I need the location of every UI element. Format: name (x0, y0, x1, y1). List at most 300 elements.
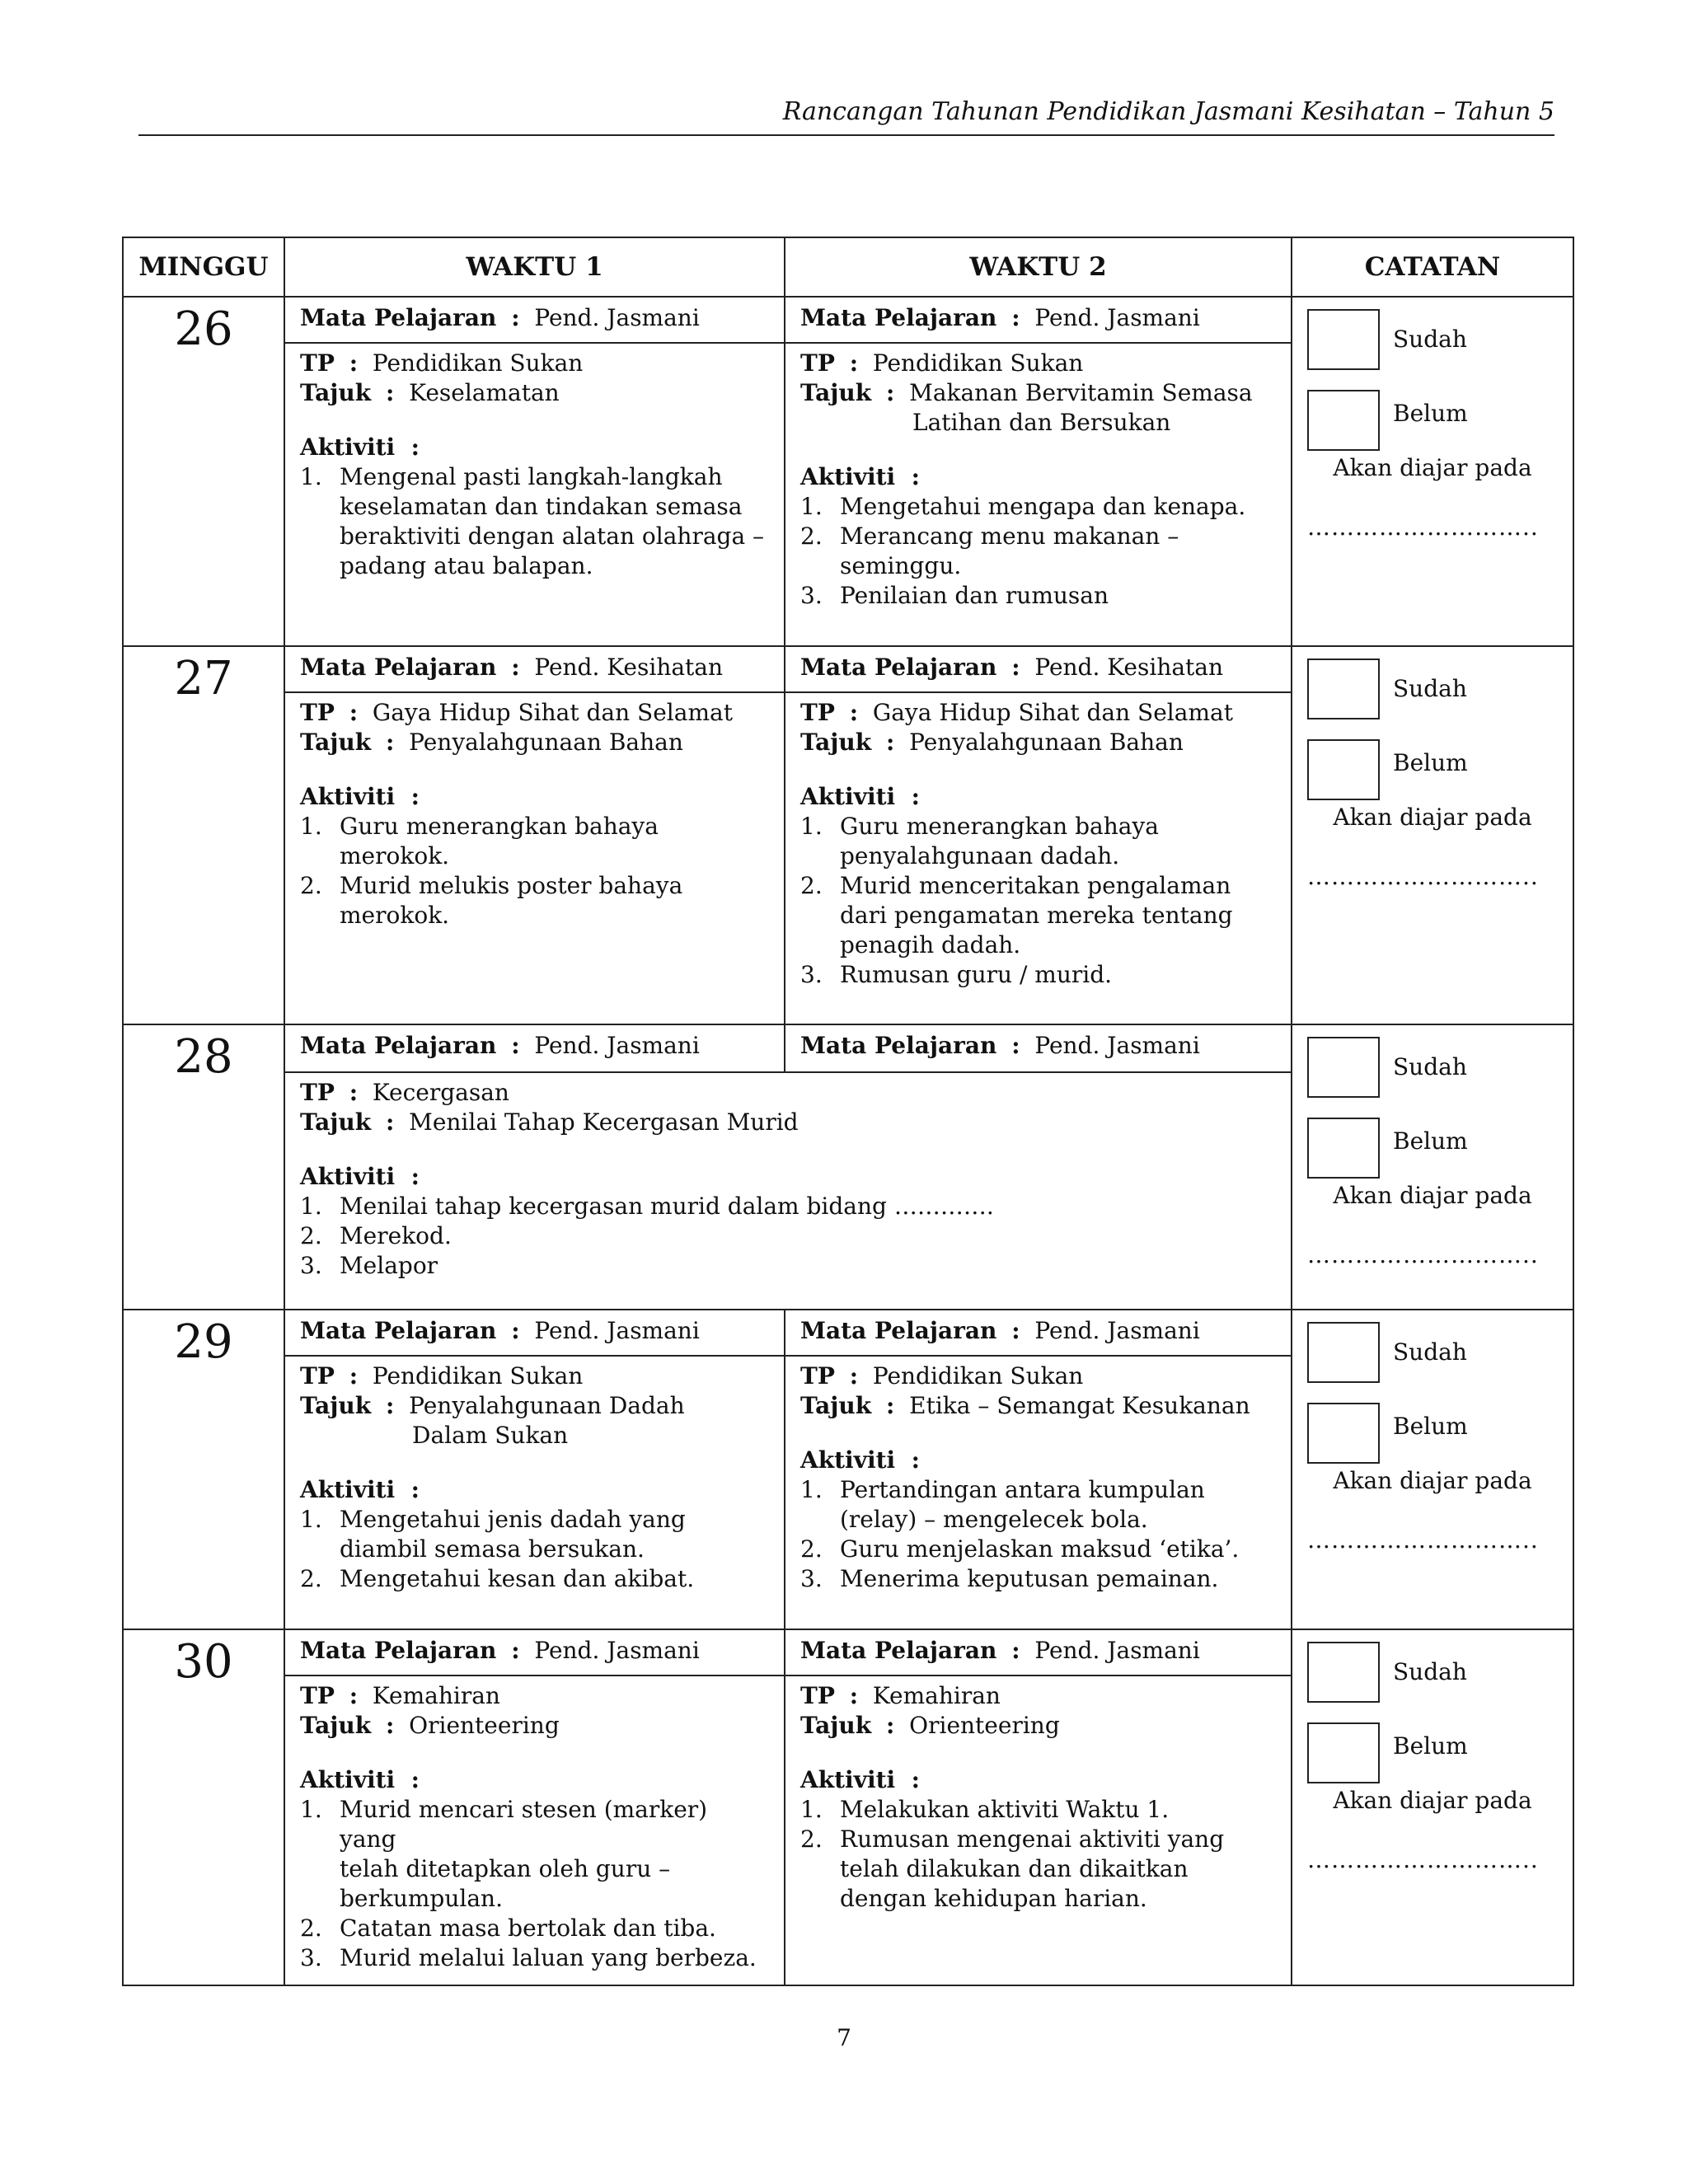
activity-line: Mengetahui mengapa dan kenapa. (840, 493, 1246, 520)
aktiviti-label: Aktiviti (300, 783, 396, 810)
activity-line: Murid menceritakan pengalaman (840, 872, 1231, 899)
akan-diajar-label: Akan diajar pada (1333, 1467, 1532, 1494)
tajuk-label: Tajuk (300, 1108, 372, 1136)
activity-line: telah ditetapkan oleh guru – (340, 1855, 671, 1882)
tajuk-value: Orienteering (409, 1712, 560, 1739)
table-body (123, 297, 1573, 1985)
belum-checkbox[interactable] (1307, 1403, 1380, 1464)
aktiviti-label: Aktiviti (800, 463, 896, 490)
aktiviti-label: Aktiviti (800, 1766, 896, 1793)
tajuk-line (300, 1711, 769, 1741)
week-row (123, 646, 1573, 1024)
tp-label: TP (300, 349, 335, 377)
lesson-content (785, 693, 1291, 1001)
activity-line: Murid melalui laluan yang berbeza. (340, 1944, 757, 1971)
waktu1-cell (284, 646, 785, 1024)
colon: : (349, 349, 359, 377)
belum-label: Belum (1393, 1127, 1468, 1155)
activity-list (800, 1475, 1276, 1594)
activity-item (300, 1192, 1276, 1221)
akan-diajar-label: Akan diajar pada (1333, 1787, 1532, 1814)
week-number-cell (123, 1629, 284, 1985)
activity-line: Rumusan mengenai aktiviti yang (840, 1825, 1225, 1853)
waktu2-cell (785, 646, 1292, 1024)
tajuk-value: Etika – Semangat Kesukanan (909, 1392, 1250, 1419)
activity-line: telah dilakukan dan dikaitkan (840, 1855, 1189, 1882)
colon: : (410, 1766, 420, 1793)
activity-line: Guru menerangkan bahaya (340, 813, 659, 840)
subject-line (285, 1630, 784, 1676)
aktiviti-label: Aktiviti (300, 1766, 396, 1793)
activity-number: 3. (800, 582, 823, 609)
colon: : (349, 699, 359, 726)
subject-line (285, 1310, 784, 1357)
tajuk-line (800, 728, 1276, 757)
activity-list (300, 462, 769, 581)
activity-line: Merancang menu makanan – (840, 523, 1179, 550)
subject-label: Mata Pelajaran (800, 1032, 997, 1059)
waktu1-cell (284, 297, 785, 646)
aktiviti-heading (300, 1475, 769, 1505)
subject-label: Mata Pelajaran (800, 654, 997, 681)
subject-value: Pend. Kesihatan (534, 654, 724, 681)
colon: : (386, 379, 395, 406)
activity-line: Mengetahui jenis dadah yang (340, 1506, 686, 1533)
tp-value: Pendidikan Sukan (372, 1362, 584, 1390)
subject-label: Mata Pelajaran (300, 1317, 497, 1344)
colon: : (849, 1362, 859, 1390)
belum-label: Belum (1393, 1732, 1468, 1760)
colon: : (886, 1392, 895, 1419)
sudah-checkbox[interactable] (1307, 1642, 1380, 1703)
page-header: Rancangan Tahunan Pendidikan Jasmani Kesihatan – Tahun 5 (138, 97, 1554, 136)
aktiviti-heading (800, 462, 1276, 492)
tajuk-line (800, 1391, 1276, 1421)
activity-list (800, 812, 1276, 990)
activity-line: Guru menerangkan bahaya (840, 813, 1159, 840)
activity-number: 2. (800, 1825, 823, 1853)
week-number: 26 (174, 302, 233, 356)
tajuk-label: Tajuk (800, 729, 872, 756)
activity-item (300, 462, 769, 581)
col-header-waktu2: WAKTU 2 (785, 237, 1292, 297)
week-number-cell (123, 1310, 284, 1629)
activity-line: Penilaian dan rumusan (840, 582, 1109, 609)
activity-line: Melapor (340, 1252, 438, 1279)
activity-number: 1. (800, 813, 823, 840)
activity-list (300, 1505, 769, 1594)
activity-item (800, 1795, 1276, 1825)
subject-line (285, 298, 784, 344)
belum-checkbox[interactable] (1307, 1722, 1380, 1783)
tajuk-continuation: Latihan dan Bersukan (912, 409, 1171, 436)
sudah-label: Sudah (1393, 1338, 1467, 1366)
week-number-cell (123, 1024, 284, 1310)
aktiviti-heading (300, 782, 769, 812)
tajuk-line (300, 728, 769, 757)
activity-line: Menerima keputusan pemainan. (840, 1565, 1219, 1592)
activity-item (800, 581, 1276, 611)
sudah-checkbox[interactable] (1307, 1037, 1380, 1098)
activity-line: keselamatan dan tindakan semasa (340, 493, 743, 520)
activity-number: 1. (800, 493, 823, 520)
tajuk-label: Tajuk (800, 379, 872, 406)
week-row (123, 1024, 1573, 1072)
aktiviti-label: Aktiviti (300, 1163, 396, 1190)
tajuk-label: Tajuk (300, 729, 372, 756)
activity-line: beraktiviti dengan alatan olahraga – (340, 523, 765, 550)
tajuk-value: Orienteering (909, 1712, 1060, 1739)
activity-line: dari pengamatan mereka tentang (840, 902, 1233, 929)
table-header-row (123, 237, 1573, 297)
tp-label: TP (300, 1682, 335, 1709)
activity-line: seminggu. (840, 552, 962, 579)
colon: : (849, 349, 859, 377)
activity-line: merokok. (340, 902, 450, 929)
catatan-cell (1292, 646, 1573, 1024)
activity-line: Catatan masa bertolak dan tiba. (340, 1915, 716, 1942)
subject-value: Pend. Jasmani (1034, 1317, 1200, 1344)
subject-label: Mata Pelajaran (800, 1317, 997, 1344)
subject-line (785, 1025, 1291, 1071)
date-dots: ……………………….. (1307, 1846, 1539, 1873)
week-number-cell (123, 646, 284, 1024)
aktiviti-label: Aktiviti (300, 434, 396, 461)
colon: : (386, 1712, 395, 1739)
colon: : (511, 1032, 520, 1059)
lesson-content (785, 1357, 1291, 1605)
lesson-content (285, 1357, 784, 1605)
catatan-cell (1292, 297, 1573, 646)
activity-line: dengan kehidupan harian. (840, 1885, 1147, 1912)
aktiviti-heading (300, 1765, 769, 1795)
lesson-content (285, 693, 784, 942)
belum-checkbox[interactable] (1307, 390, 1380, 451)
activity-number: 2. (800, 872, 823, 899)
sudah-label: Sudah (1393, 1053, 1467, 1080)
activity-number: 2. (300, 1222, 322, 1249)
colon: : (349, 1079, 359, 1106)
tp-line (800, 1681, 1276, 1711)
colon: : (911, 1446, 921, 1474)
week-row (123, 1310, 1573, 1629)
date-dots: ……………………….. (1307, 863, 1539, 890)
colon: : (911, 783, 921, 810)
activity-number: 3. (300, 1252, 322, 1279)
tp-line (300, 698, 769, 728)
activity-item (800, 1475, 1276, 1535)
subject-line (285, 647, 784, 693)
date-dots: ……………………….. (1307, 1526, 1539, 1554)
sudah-label: Sudah (1393, 326, 1467, 353)
catatan-cell (1292, 1310, 1573, 1629)
colon: : (886, 729, 895, 756)
col-header-catatan: CATATAN (1292, 237, 1573, 297)
date-dots: ……………………….. (1307, 513, 1539, 541)
tp-line (800, 698, 1276, 728)
aktiviti-label: Aktiviti (800, 783, 896, 810)
aktiviti-heading (800, 1446, 1276, 1475)
waktu2-cell (785, 1629, 1292, 1985)
waktu2-subject-cell (785, 1024, 1292, 1072)
tp-label: TP (800, 1682, 835, 1709)
subject-line (785, 298, 1291, 344)
sudah-checkbox[interactable] (1307, 658, 1380, 719)
tp-value: Kecergasan (372, 1079, 509, 1106)
tp-value: Gaya Hidup Sihat dan Selamat (872, 699, 1233, 726)
activity-item (800, 812, 1276, 871)
activity-line: merokok. (340, 842, 450, 869)
belum-checkbox[interactable] (1307, 739, 1380, 800)
subject-value: Pend. Jasmani (534, 1317, 700, 1344)
activity-item (300, 812, 769, 871)
activity-number: 1. (300, 1506, 322, 1533)
activity-item (300, 1914, 769, 1943)
tp-line (300, 1078, 1276, 1108)
subject-line (785, 1310, 1291, 1357)
lesson-content (285, 1676, 784, 1985)
waktu1-subject-cell (284, 1024, 785, 1072)
aktiviti-heading (300, 1162, 1276, 1192)
activity-item (800, 1564, 1276, 1594)
akan-diajar-label: Akan diajar pada (1333, 454, 1532, 481)
aktiviti-heading (800, 782, 1276, 812)
sudah-label: Sudah (1393, 1658, 1467, 1685)
subject-value: Pend. Kesihatan (1034, 654, 1224, 681)
subject-label: Mata Pelajaran (300, 1637, 497, 1664)
activity-line: Mengenal pasti langkah-langkah (340, 463, 723, 490)
tp-value: Kemahiran (872, 1682, 1001, 1709)
activity-list (800, 492, 1276, 611)
subject-value: Pend. Jasmani (1034, 304, 1200, 331)
activity-line: (relay) – mengelecek bola. (840, 1506, 1148, 1533)
tajuk-label: Tajuk (800, 1712, 872, 1739)
tajuk-label: Tajuk (800, 1392, 872, 1419)
col-header-minggu: MINGGU (123, 237, 284, 297)
activity-number: 1. (300, 1796, 322, 1823)
page-number: 7 (837, 2024, 851, 2051)
tajuk-label: Tajuk (300, 379, 372, 406)
activity-item (300, 871, 769, 930)
akan-diajar-label: Akan diajar pada (1333, 804, 1532, 831)
activity-line: Merekod. (340, 1222, 452, 1249)
activity-number: 3. (300, 1944, 322, 1971)
activity-item (300, 1251, 1276, 1281)
subject-value: Pend. Jasmani (1034, 1637, 1200, 1664)
tajuk-line (300, 1108, 1276, 1137)
tajuk-line (300, 1391, 769, 1421)
week-row (123, 297, 1573, 646)
activity-number: 1. (300, 1193, 322, 1220)
tajuk-value: Menilai Tahap Kecergasan Murid (409, 1108, 799, 1136)
activity-list (300, 1795, 769, 1973)
week-number: 27 (174, 652, 233, 705)
tp-value: Pendidikan Sukan (872, 1362, 1084, 1390)
tp-value: Pendidikan Sukan (872, 349, 1084, 377)
tp-line (800, 1361, 1276, 1391)
lesson-content (285, 1073, 1291, 1292)
colon: : (1011, 1317, 1020, 1344)
belum-label: Belum (1393, 749, 1468, 776)
colon: : (410, 1163, 420, 1190)
activity-item (800, 960, 1276, 990)
tajuk-value: Makanan Bervitamin Semasa (909, 379, 1253, 406)
aktiviti-label: Aktiviti (300, 1476, 396, 1503)
subject-line (285, 1025, 784, 1071)
colon: : (1011, 1032, 1020, 1059)
colon: : (410, 1476, 420, 1503)
lesson-content (785, 1676, 1291, 1925)
tp-label: TP (300, 1362, 335, 1390)
belum-label: Belum (1393, 1413, 1468, 1440)
activity-item (800, 1825, 1276, 1914)
tajuk-label: Tajuk (300, 1392, 372, 1419)
activity-line: penyalahgunaan dadah. (840, 842, 1120, 869)
subject-label: Mata Pelajaran (300, 654, 497, 681)
activity-item (300, 1943, 769, 1973)
subject-label: Mata Pelajaran (300, 304, 497, 331)
colon: : (1011, 1637, 1020, 1664)
activity-item (300, 1564, 769, 1594)
activity-number: 2. (800, 523, 823, 550)
colon: : (511, 304, 520, 331)
subject-label: Mata Pelajaran (800, 1637, 997, 1664)
colon: : (410, 434, 420, 461)
colon: : (511, 1317, 520, 1344)
subject-value: Pend. Jasmani (534, 1637, 700, 1664)
subject-line (785, 1630, 1291, 1676)
activity-line: Guru menjelaskan maksud ‘etika’. (840, 1535, 1240, 1563)
activity-number: 2. (800, 1535, 823, 1563)
tajuk-line (800, 378, 1276, 408)
colon: : (911, 463, 921, 490)
activity-number: 3. (800, 961, 823, 988)
waktu2-cell (785, 297, 1292, 646)
sudah-label: Sudah (1393, 675, 1467, 702)
tp-line (800, 349, 1276, 378)
activity-line: Rumusan guru / murid. (840, 961, 1113, 988)
tp-line (300, 349, 769, 378)
activity-number: 2. (300, 1565, 322, 1592)
activity-number: 1. (300, 463, 322, 490)
colon: : (511, 654, 520, 681)
activity-line: Murid melukis poster bahaya (340, 872, 683, 899)
colon: : (410, 783, 420, 810)
week-number-cell (123, 297, 284, 646)
activity-item (300, 1505, 769, 1564)
catatan-cell (1292, 1629, 1573, 1985)
colon: : (911, 1766, 921, 1793)
date-dots: ……………………….. (1307, 1241, 1539, 1268)
tp-value: Gaya Hidup Sihat dan Selamat (372, 699, 733, 726)
activity-item (300, 1795, 769, 1914)
lesson-content (285, 344, 784, 593)
akan-diajar-label: Akan diajar pada (1333, 1182, 1532, 1209)
activity-item (300, 1221, 1276, 1251)
tp-label: TP (800, 1362, 835, 1390)
catatan-cell (1292, 1024, 1573, 1310)
activity-item (800, 871, 1276, 960)
colon: : (849, 699, 859, 726)
activity-line: Murid mencari stesen (marker) yang (340, 1796, 708, 1853)
colon: : (386, 729, 395, 756)
colon: : (386, 1108, 395, 1136)
col-header-waktu1: WAKTU 1 (284, 237, 785, 297)
aktiviti-heading (800, 1765, 1276, 1795)
tajuk-line (800, 1711, 1276, 1741)
activity-line: diambil semasa bersukan. (340, 1535, 645, 1563)
activity-line: Mengetahui kesan dan akibat. (340, 1565, 695, 1592)
tajuk-label: Tajuk (300, 1712, 372, 1739)
tp-label: TP (300, 699, 335, 726)
tp-value: Kemahiran (372, 1682, 500, 1709)
merged-waktu-cell (284, 1072, 1292, 1310)
activity-item (800, 1535, 1276, 1564)
activity-item (800, 492, 1276, 522)
activity-list (300, 812, 769, 930)
activity-item (800, 522, 1276, 581)
activity-number: 2. (300, 872, 322, 899)
activity-line: berkumpulan. (340, 1885, 503, 1912)
waktu1-cell (284, 1310, 785, 1629)
activity-list (300, 1192, 1276, 1281)
colon: : (849, 1682, 859, 1709)
tajuk-value: Keselamatan (409, 379, 560, 406)
activity-line: Menilai tahap kecergasan murid dalam bidang …………. (340, 1193, 994, 1220)
tp-value: Pendidikan Sukan (372, 349, 584, 377)
colon: : (511, 1637, 520, 1664)
week-number: 28 (174, 1030, 233, 1084)
week-number: 29 (174, 1315, 233, 1369)
tp-line (300, 1361, 769, 1391)
activity-number: 2. (300, 1915, 322, 1942)
colon: : (886, 1712, 895, 1739)
colon: : (1011, 654, 1020, 681)
subject-label: Mata Pelajaran (300, 1032, 497, 1059)
belum-label: Belum (1393, 400, 1468, 427)
tp-line (300, 1681, 769, 1711)
subject-value: Pend. Jasmani (534, 304, 700, 331)
aktiviti-heading (300, 433, 769, 462)
week-row (123, 1629, 1573, 1985)
colon: : (349, 1362, 359, 1390)
tajuk-value: Penyalahgunaan Bahan (409, 729, 683, 756)
activity-line: penagih dadah. (840, 931, 1021, 958)
waktu1-cell (284, 1629, 785, 1985)
tp-label: TP (800, 349, 835, 377)
tajuk-line (300, 378, 769, 408)
tp-label: TP (300, 1079, 335, 1106)
colon: : (886, 379, 895, 406)
activity-number: 1. (800, 1476, 823, 1503)
subject-value: Pend. Jasmani (1034, 1032, 1200, 1059)
aktiviti-label: Aktiviti (800, 1446, 896, 1474)
sudah-checkbox[interactable] (1307, 1322, 1380, 1383)
colon: : (349, 1682, 359, 1709)
activity-line: Melakukan aktiviti Waktu 1. (840, 1796, 1170, 1823)
lesson-plan-table (122, 237, 1574, 1986)
subject-line (785, 647, 1291, 693)
tajuk-continuation: Dalam Sukan (412, 1422, 569, 1449)
activity-list (800, 1795, 1276, 1914)
sudah-checkbox[interactable] (1307, 309, 1380, 370)
belum-checkbox[interactable] (1307, 1118, 1380, 1179)
colon: : (1011, 304, 1020, 331)
colon: : (386, 1392, 395, 1419)
activity-number: 3. (800, 1565, 823, 1592)
week-number: 30 (174, 1635, 233, 1689)
subject-value: Pend. Jasmani (534, 1032, 700, 1059)
